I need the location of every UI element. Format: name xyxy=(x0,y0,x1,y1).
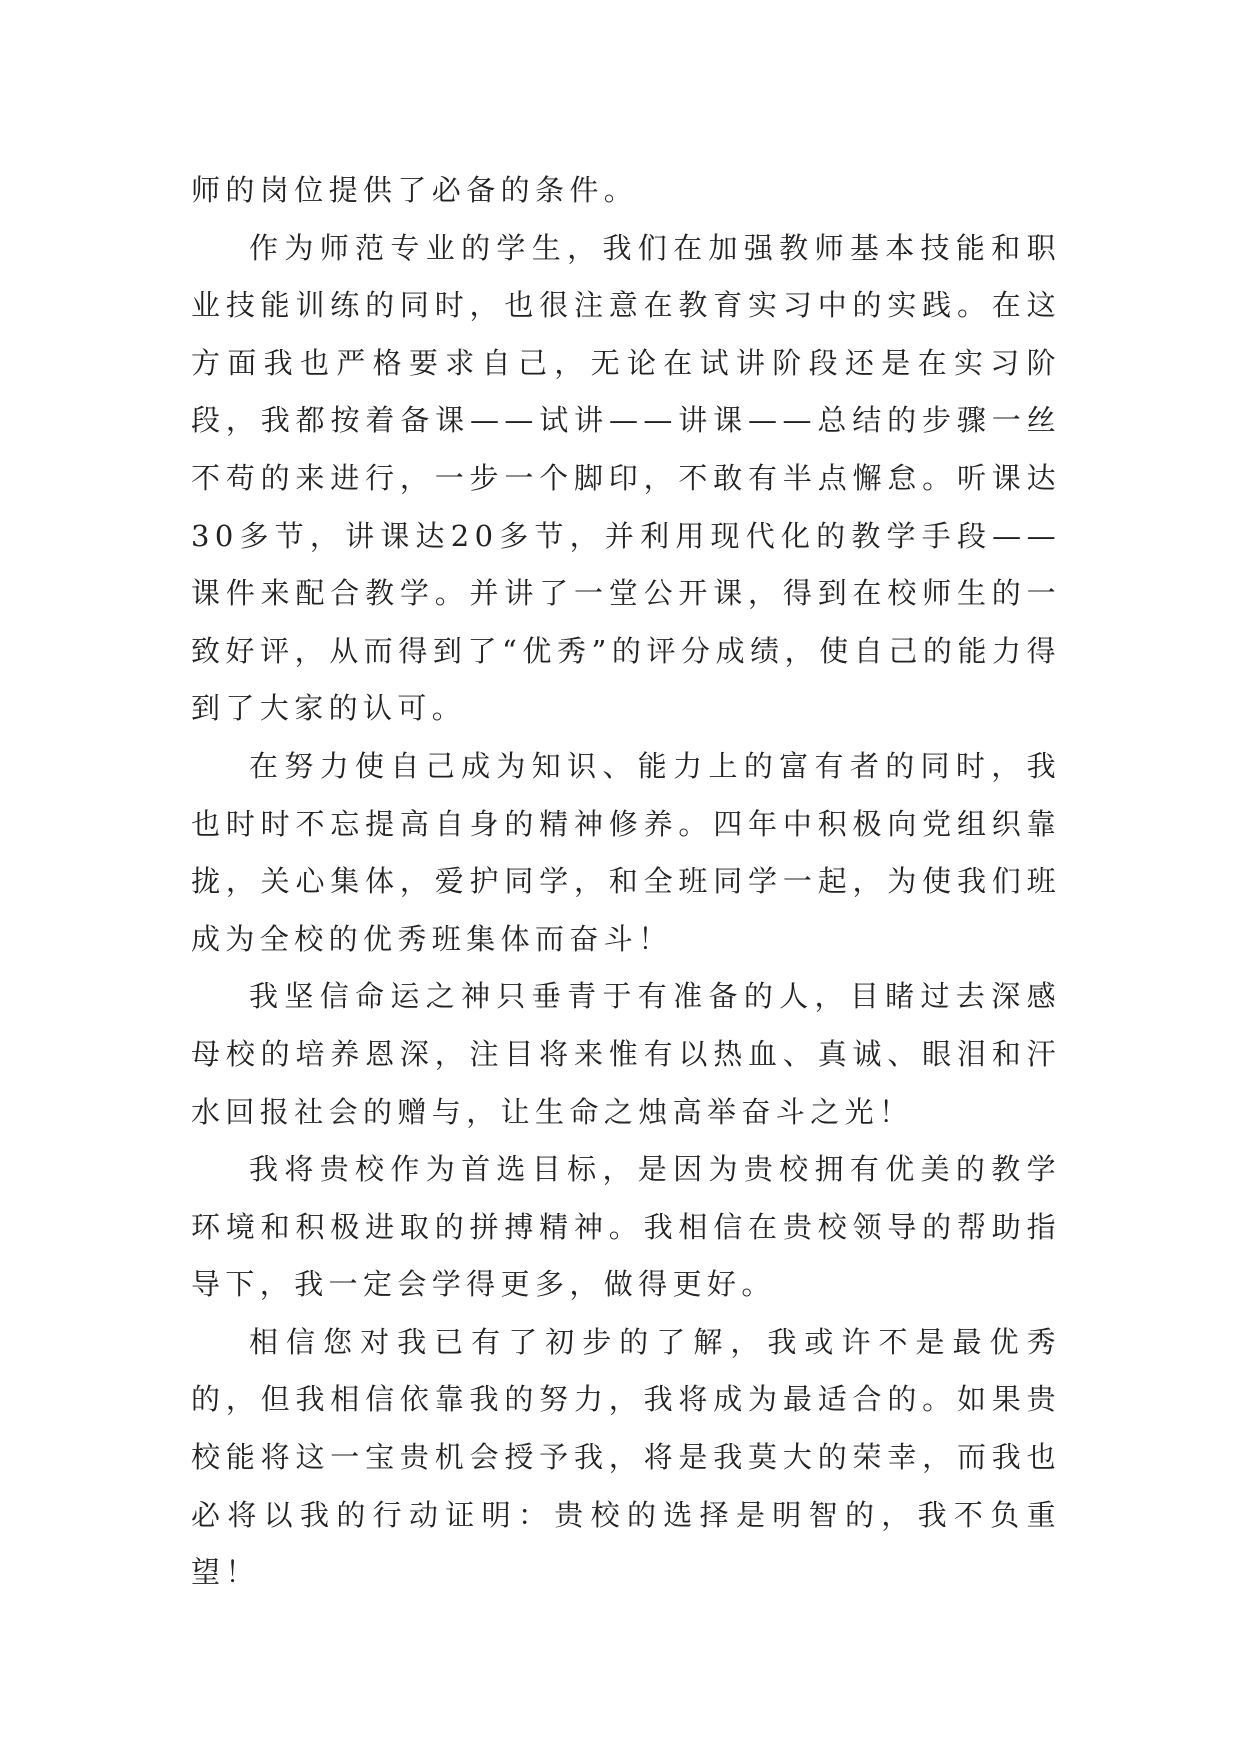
paragraph-target-school: 我将贵校作为首选目标，是因为贵校拥有优美的教学环境和积极进取的拼搏精神。我相信在贵校领导的帮助指导下，我一定会学得更多，做得更好。 xyxy=(191,1152,1061,1302)
paragraph-cultivation: 在努力使自己成为知识、能力上的富有者的同时，我也时时不忘提高自身的精神修养。四年中积极向党组织靠拢，关心集体，爱护同学，和全班同学一起，为使我们班成为全校的优秀班集体而奋斗！ xyxy=(191,748,1061,956)
paragraph-closing: 相信您对我已有了初步的了解，我或许不是最优秀的，但我相信依靠我的努力，我将成为最适合的。如果贵校能将这一宝贵机会授予我，将是我莫大的荣幸，而我也必将以我的行动证明：贵校的选择是明智的，我不负重望！ xyxy=(191,1324,1061,1590)
paragraph-practice: 作为师范专业的学生，我们在加强教师基本技能和职业技能训练的同时，也很注意在教育实习中的实践。在这方面我也严格要求自己，无论在试讲阶段还是在实习阶段，我都按着备课——试讲——讲课——总结的步骤一丝不苟的来进行，一步一个脚印，不敢有半点懈怠。听课达30多节，讲课达20多节，并利用现代化的教学手段——课件来配合教学。并讲了一堂公开课，得到在校师生的一致好评，从而得到了“优秀”的评分成绩，使自己的能力得到了大家的认可。 xyxy=(191,230,1061,726)
letter-body xyxy=(191,162,1061,1602)
paragraph-belief: 我坚信命运之神只垂青于有准备的人，目睹过去深感母校的培养恩深，注目将来惟有以热血、真诚、眼泪和汗水回报社会的赠与，让生命之烛高举奋斗之光！ xyxy=(191,979,1061,1129)
paragraph-continued: 师的岗位提供了必备的条件。 xyxy=(191,173,639,207)
